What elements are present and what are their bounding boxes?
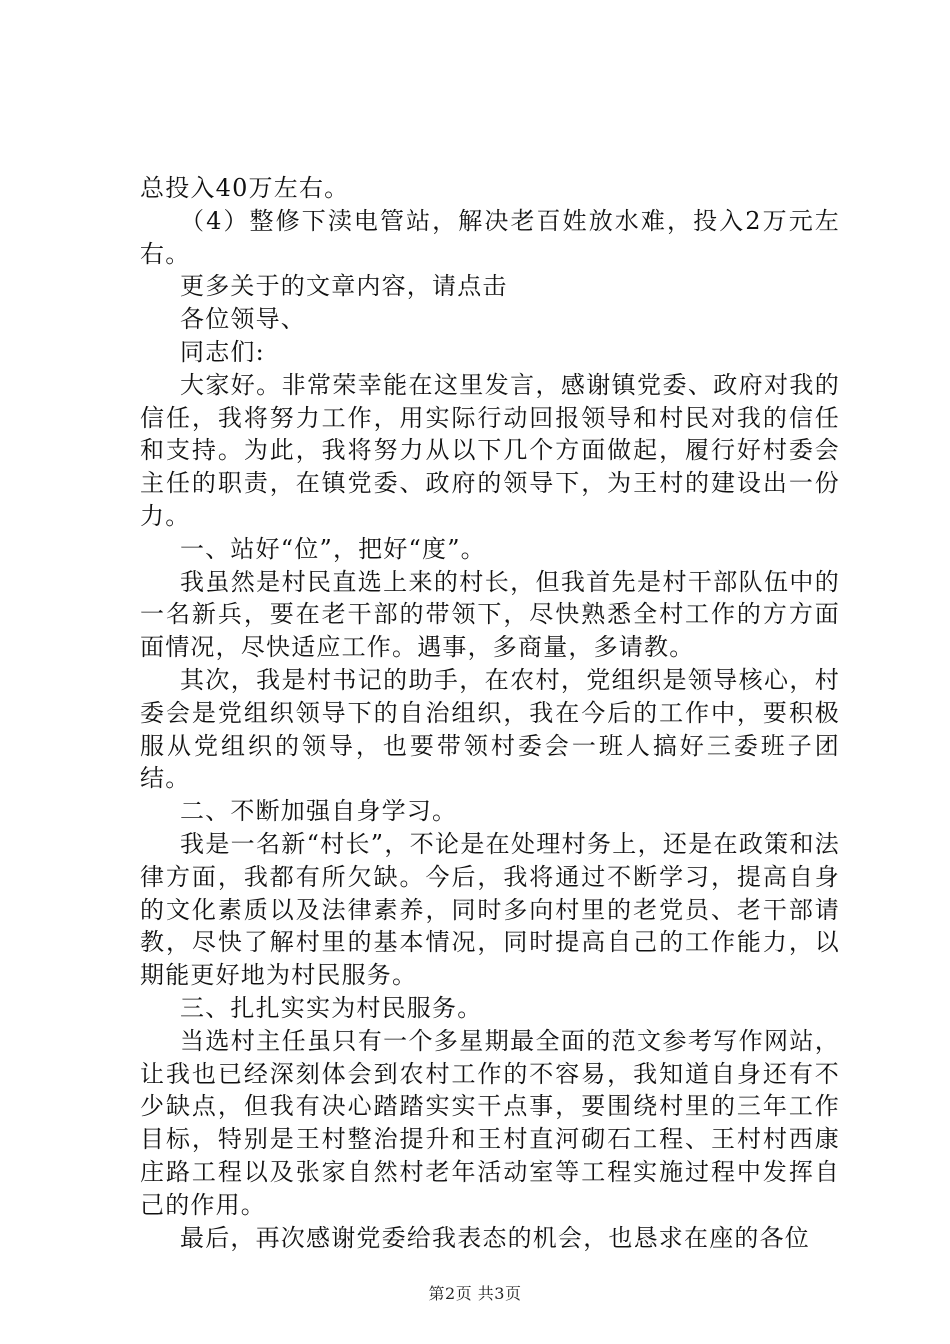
paragraph: 当选村主任虽只有一个多星期最全面的范文参考写作网站，让我也已经深刻体会到农村工作的不容易，我知道自身还有不少缺点，但我有决心踏踏实实干点事，要围绕村里的三年工作目标，特别是王村整治提升和王村直河砌石工程、王村村西康庄路工程以及张家自然村老年活动室等工程实施过程中发挥自己的作用。 — [140, 1026, 840, 1219]
paragraph: （4）整修下渎电管站，解决老百姓放水难，投入2万元左右。 — [140, 206, 840, 268]
greeting-line: 同志们: — [180, 337, 265, 366]
document-body — [140, 172, 840, 1254]
paragraph: 我是一名新“村长”，不论是在处理村务上，还是在政策和法律方面，我都有所欠缺。今后，我将通过不断学习，提高自身的文化素质以及法律素养，同时多向村里的老党员、老干部请教，尽快了解村里的基本情况，同时提高自己的工作能力，以期能更好地为村民服务。 — [140, 829, 840, 990]
page-number-footer: 第2页 共3页 — [428, 1284, 522, 1303]
paragraph: 其次，我是村书记的助手，在农村，党组织是领导核心，村委会是党组织领导下的自治组织，我在今后的工作中，要积极服从党组织的领导，也要带领村委会一班人搞好三委班子团结。 — [140, 665, 840, 793]
section-heading: 三、扎扎实实为村民服务。 — [180, 993, 483, 1022]
paragraph: 大家好。非常荣幸能在这里发言，感谢镇党委、政府对我的信任，我将努力工作，用实际行动回报领导和村民对我的信任和支持。为此，我将努力从以下几个方面做起，履行好村委会主任的职责，在镇党委、政府的领导下，为王村的建设出一份力。 — [140, 370, 840, 530]
paragraph: 最后，再次感谢党委给我表态的机会，也恳求在座的各位 — [180, 1223, 810, 1252]
section-heading: 一、站好“位”，把好“度”。 — [180, 534, 486, 563]
paragraph: 总投入40万左右。 — [140, 174, 350, 202]
paragraph: 更多关于的文章内容，请点击 — [180, 272, 508, 301]
section-heading: 二、不断加强自身学习。 — [180, 797, 458, 826]
paragraph: 我虽然是村民直选上来的村长，但我首先是村干部队伍中的一名新兵，要在老干部的带领下，尽快熟悉全村工作的方方面面情况，尽快适应工作。遇事，多商量，多请教。 — [140, 567, 840, 662]
greeting-line: 各位领导、 — [180, 305, 306, 334]
